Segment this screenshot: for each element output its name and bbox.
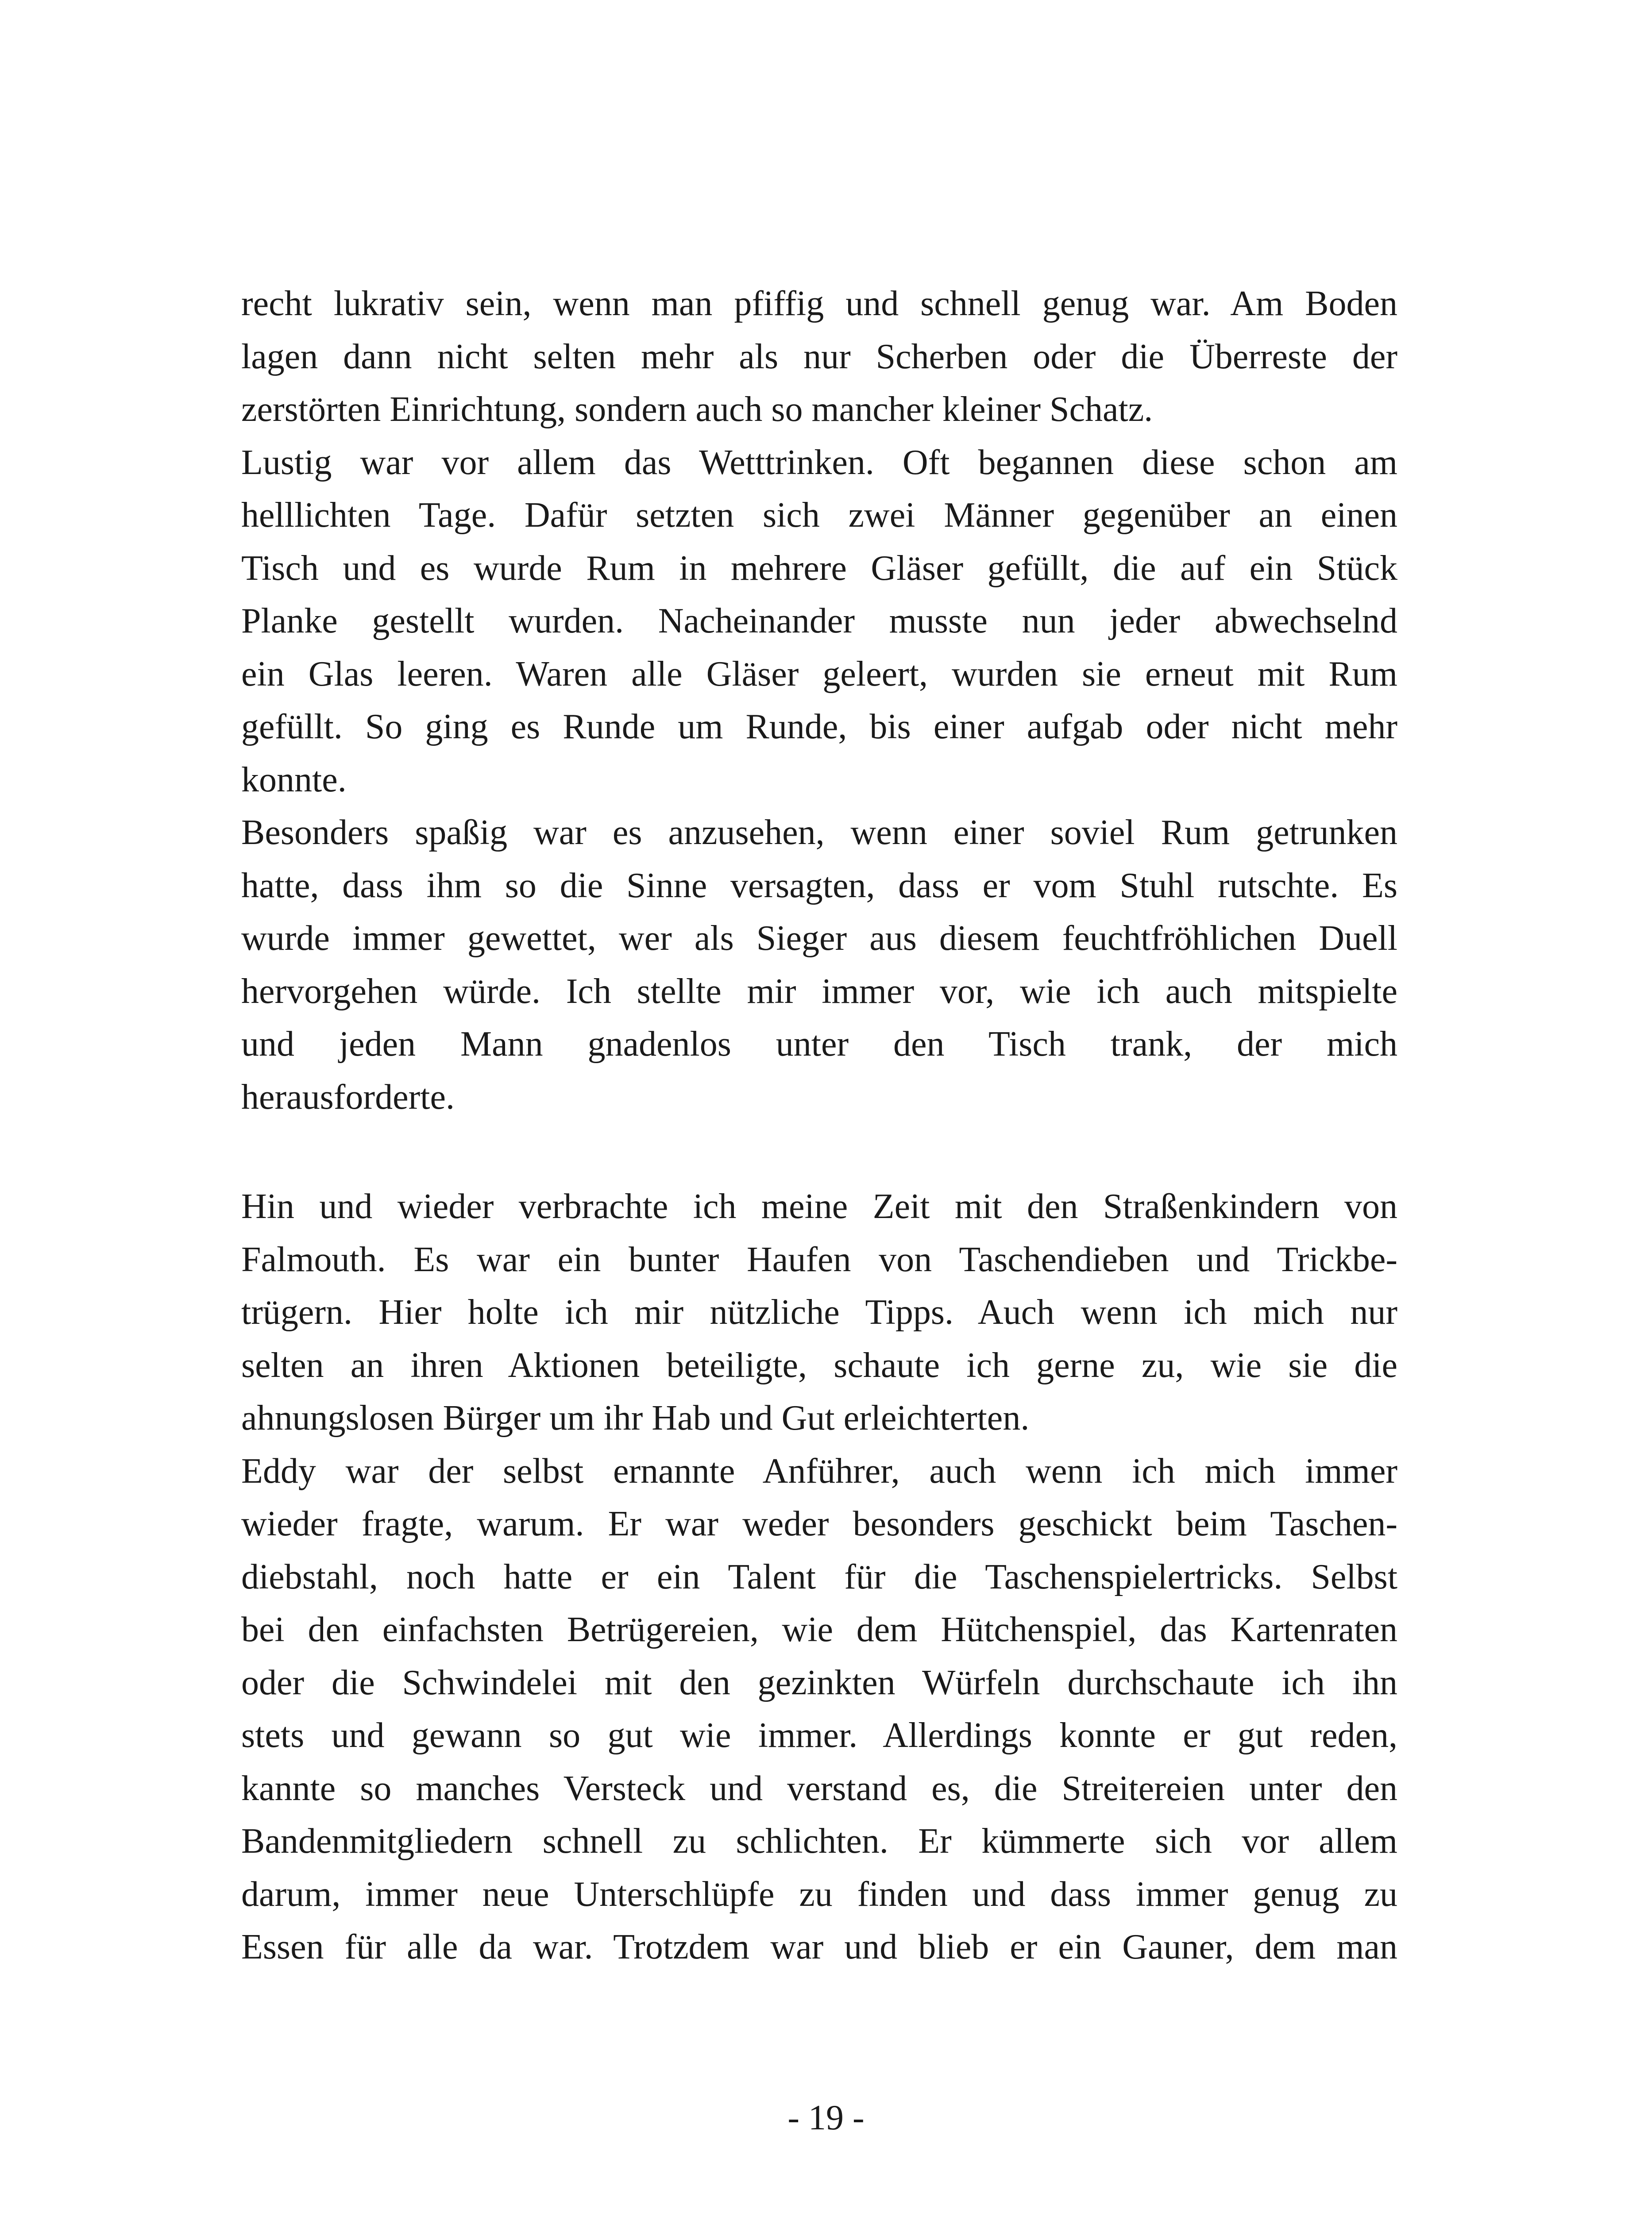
- text-line: [241, 1339, 1397, 1392]
- text-line: [241, 1071, 1397, 1124]
- text-line-content: und jeden Mann gnadenlos unter den Tisch trank, der mich: [241, 1025, 1397, 1064]
- text-line: [241, 542, 1397, 595]
- text-line: [241, 489, 1397, 542]
- text-line-content: Planke gestellt wurden. Nacheinander musste nun jeder abwechselnd: [241, 601, 1397, 640]
- text-line: [241, 383, 1397, 436]
- text-line-content: Tisch und es wurde Rum in mehrere Gläser gefüllt, die auf ein Stück: [241, 548, 1397, 588]
- text-line: [241, 278, 1397, 331]
- text-line: [241, 648, 1397, 701]
- text-line-content: ein Glas leeren. Waren alle Gläser geleert, wurden sie erneut mit Rum: [241, 654, 1397, 694]
- paragraph-block-1: [241, 278, 1397, 1124]
- paragraph-block-2: [241, 1180, 1397, 1974]
- text-line: [241, 1921, 1397, 1974]
- text-line-content: konnte.: [241, 760, 347, 799]
- text-line-content: stets und gewann so gut wie immer. Allerdings konnte er gut reden,: [241, 1716, 1397, 1755]
- text-line: [241, 1180, 1397, 1234]
- text-line: [241, 1709, 1397, 1762]
- text-line-content: bei den einfachsten Betrügereien, wie dem Hütchenspiel, das Kartenraten: [241, 1610, 1397, 1649]
- text-line-content: Hin und wieder verbrachte ich meine Zeit mit den Straßenkindern von: [241, 1187, 1397, 1226]
- text-line: [241, 912, 1397, 965]
- text-line-content: herausforderte.: [241, 1077, 455, 1117]
- text-line-content: Besonders spaßig war es anzusehen, wenn einer soviel Rum getrunken: [241, 813, 1397, 852]
- text-line-content: darum, immer neue Unterschlüpfe zu finden und dass immer genug zu: [241, 1874, 1397, 1914]
- text-line-content: oder die Schwindelei mit den gezinkten Würfeln durchschaute ich ihn: [241, 1663, 1397, 1702]
- text-line-content: zerstörten Einrichtung, sondern auch so mancher kleiner Schatz.: [241, 390, 1153, 429]
- text-line-content: wieder fragte, warum. Er war weder besonders geschickt beim Taschen-: [241, 1504, 1397, 1543]
- text-line: [241, 1657, 1397, 1710]
- text-line: [241, 331, 1397, 384]
- text-line: [241, 1234, 1397, 1287]
- text-line-content: Bandenmitgliedern schnell zu schlichten. Er kümmerte sich vor allem: [241, 1822, 1397, 1861]
- text-line: [241, 701, 1397, 754]
- text-line: [241, 436, 1397, 490]
- text-line-content: selten an ihren Aktionen beteiligte, schaute ich gerne zu, wie sie die: [241, 1346, 1397, 1385]
- text-line: [241, 595, 1397, 648]
- text-line: [241, 806, 1397, 860]
- text-line: [241, 1868, 1397, 1921]
- text-line-content: wurde immer gewettet, wer als Sieger aus diesem feuchtfröhlichen Duell: [241, 919, 1397, 958]
- text-line-content: recht lukrativ sein, wenn man pfiffig und schnell genug war. Am Boden: [241, 284, 1397, 323]
- text-line-content: lagen dann nicht selten mehr als nur Scherben oder die Überreste der: [241, 337, 1397, 376]
- text-line-content: ahnungslosen Bürger um ihr Hab und Gut erleichterten.: [241, 1399, 1030, 1438]
- text-line: [241, 1286, 1397, 1339]
- text-line: [241, 1498, 1397, 1551]
- text-line-content: gefüllt. So ging es Runde um Runde, bis einer aufgab oder nicht mehr: [241, 707, 1397, 746]
- text-line-content: kannte so manches Versteck und verstand es, die Streitereien unter den: [241, 1769, 1397, 1808]
- text-line: [241, 1551, 1397, 1604]
- text-line-content: trügern. Hier holte ich mir nützliche Tipps. Auch wenn ich mich nur: [241, 1293, 1397, 1332]
- text-line-content: Lustig war vor allem das Wetttrinken. Oft begannen diese schon am: [241, 443, 1397, 482]
- text-line-content: helllichten Tage. Dafür setzten sich zwei Männer gegenüber an einen: [241, 496, 1397, 535]
- text-line-content: diebstahl, noch hatte er ein Talent für die Taschenspielertricks. Selbst: [241, 1557, 1397, 1596]
- text-line: [241, 965, 1397, 1018]
- text-line-content: Falmouth. Es war ein bunter Haufen von Taschendieben und Trickbe-: [241, 1240, 1397, 1279]
- text-line: [241, 1762, 1397, 1816]
- page-number: - 19 -: [787, 2098, 865, 2137]
- text-line: [241, 754, 1397, 807]
- text-line: [241, 860, 1397, 913]
- text-line: [241, 1815, 1397, 1868]
- text-line: [241, 1604, 1397, 1657]
- text-line: [241, 1445, 1397, 1498]
- text-line-content: hatte, dass ihm so die Sinne versagten, dass er vom Stuhl rutschte. Es: [241, 866, 1397, 905]
- text-line-content: hervorgehen würde. Ich stellte mir immer vor, wie ich auch mitspielte: [241, 972, 1397, 1011]
- text-line: [241, 1018, 1397, 1071]
- text-line-content: Eddy war der selbst ernannte Anführer, auch wenn ich mich immer: [241, 1451, 1397, 1491]
- text-line: [241, 1392, 1397, 1445]
- text-line-content: Essen für alle da war. Trotzdem war und blieb er ein Gauner, dem man: [241, 1928, 1397, 1966]
